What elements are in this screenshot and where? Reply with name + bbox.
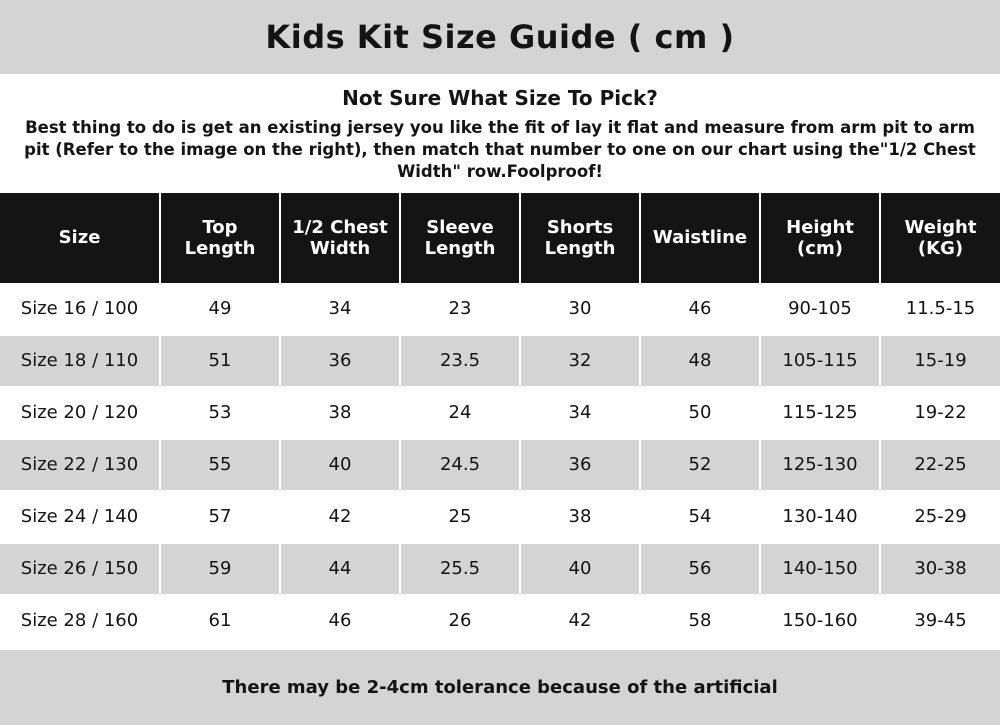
cell-value: 61 <box>160 595 280 647</box>
cell-value: 48 <box>640 335 760 387</box>
cell-value: 40 <box>520 543 640 595</box>
cell-value: 15-19 <box>880 335 1000 387</box>
cell-value: 34 <box>280 283 400 335</box>
cell-size-label: Size 24 / 140 <box>0 491 160 543</box>
table-row <box>0 335 1000 387</box>
cell-value: 25 <box>400 491 520 543</box>
cell-value: 38 <box>280 387 400 439</box>
cell-value: 42 <box>280 491 400 543</box>
cell-value: 56 <box>640 543 760 595</box>
column-header-size: Size <box>0 193 160 283</box>
cell-value: 150-160 <box>760 595 880 647</box>
cell-value: 53 <box>160 387 280 439</box>
cell-value: 44 <box>280 543 400 595</box>
cell-value: 22-25 <box>880 439 1000 491</box>
cell-value: 38 <box>520 491 640 543</box>
cell-value: 11.5-15 <box>880 283 1000 335</box>
table-row <box>0 387 1000 439</box>
cell-size-label: Size 16 / 100 <box>0 283 160 335</box>
cell-size-label: Size 18 / 110 <box>0 335 160 387</box>
cell-value: 42 <box>520 595 640 647</box>
cell-value: 58 <box>640 595 760 647</box>
page-title: Kids Kit Size Guide ( cm ) <box>265 18 735 56</box>
cell-value: 130-140 <box>760 491 880 543</box>
cell-value: 57 <box>160 491 280 543</box>
cell-size-label: Size 20 / 120 <box>0 387 160 439</box>
cell-value: 105-115 <box>760 335 880 387</box>
cell-value: 125-130 <box>760 439 880 491</box>
cell-value: 30-38 <box>880 543 1000 595</box>
column-header-shorts-length: Shorts Length <box>520 193 640 283</box>
column-header-weight: Weight (KG) <box>880 193 1000 283</box>
cell-size-label: Size 28 / 160 <box>0 595 160 647</box>
tolerance-note: There may be 2-4cm tolerance because of the artificial <box>0 648 1000 725</box>
intro-section <box>0 74 1000 193</box>
table-body <box>0 283 1000 647</box>
cell-value: 39-45 <box>880 595 1000 647</box>
cell-value: 46 <box>280 595 400 647</box>
column-header-waistline: Waistline <box>640 193 760 283</box>
intro-body-text: Best thing to do is get an existing jersey you like the fit of lay it flat and measure from arm pit to arm pit (Refer to the image on the right), then match that number to one on our chart using the"1/2 Chest Width" row.Foolproof! <box>24 118 976 181</box>
intro-heading: Not Sure What Size To Pick? <box>342 86 658 110</box>
cell-value: 55 <box>160 439 280 491</box>
cell-value: 46 <box>640 283 760 335</box>
cell-value: 30 <box>520 283 640 335</box>
cell-value: 36 <box>520 439 640 491</box>
cell-value: 19-22 <box>880 387 1000 439</box>
cell-value: 90-105 <box>760 283 880 335</box>
cell-value: 25.5 <box>400 543 520 595</box>
table-row <box>0 439 1000 491</box>
cell-size-label: Size 22 / 130 <box>0 439 160 491</box>
column-header-top-length: Top Length <box>160 193 280 283</box>
cell-value: 140-150 <box>760 543 880 595</box>
table-row <box>0 543 1000 595</box>
cell-value: 49 <box>160 283 280 335</box>
cell-value: 32 <box>520 335 640 387</box>
cell-value: 50 <box>640 387 760 439</box>
cell-value: 23.5 <box>400 335 520 387</box>
cell-value: 115-125 <box>760 387 880 439</box>
column-header-sleeve-length: Sleeve Length <box>400 193 520 283</box>
cell-value: 54 <box>640 491 760 543</box>
cell-value: 51 <box>160 335 280 387</box>
table-row <box>0 283 1000 335</box>
cell-value: 24.5 <box>400 439 520 491</box>
cell-value: 26 <box>400 595 520 647</box>
cell-value: 23 <box>400 283 520 335</box>
cell-value: 52 <box>640 439 760 491</box>
cell-value: 34 <box>520 387 640 439</box>
column-header-half-chest-width: 1/2 Chest Width <box>280 193 400 283</box>
cell-value: 59 <box>160 543 280 595</box>
cell-value: 36 <box>280 335 400 387</box>
table-header-row <box>0 193 1000 283</box>
cell-size-label: Size 26 / 150 <box>0 543 160 595</box>
table-row <box>0 595 1000 647</box>
cell-value: 40 <box>280 439 400 491</box>
table-row <box>0 491 1000 543</box>
cell-value: 25-29 <box>880 491 1000 543</box>
column-header-height: Height (cm) <box>760 193 880 283</box>
title-banner <box>0 0 1000 74</box>
cell-value: 24 <box>400 387 520 439</box>
size-chart-table <box>0 193 1000 648</box>
